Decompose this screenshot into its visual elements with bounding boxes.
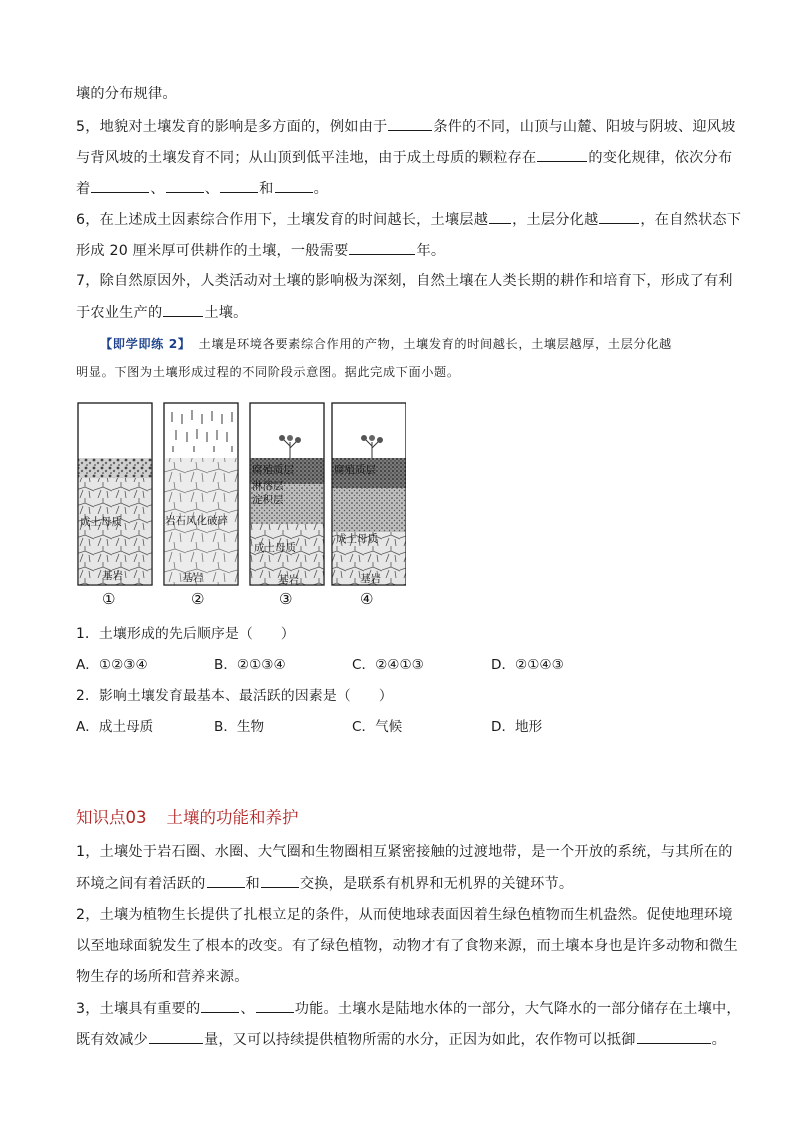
text: 既有效减少	[76, 1032, 148, 1048]
q1-option-a[interactable]: A．①②③④	[76, 657, 148, 673]
soil-column-4	[332, 403, 406, 608]
text: 、	[240, 1001, 255, 1017]
text: 2，土壤为植物生长提供了扎根立足的条件，从而使地球表面因着生绿色植物而生机盎然。促使地理环境	[76, 907, 733, 923]
text: ，在自然状态下	[640, 212, 742, 228]
fill-blank[interactable]	[261, 873, 299, 888]
fill-blank[interactable]	[256, 998, 294, 1013]
fill-blank[interactable]	[166, 178, 204, 193]
q7-line1	[76, 271, 733, 291]
q6-line2	[76, 240, 445, 261]
text: 壤的分布规律。	[76, 86, 177, 102]
stage-number-4: ④	[360, 590, 374, 608]
q2-option-b[interactable]: B．生物	[214, 719, 265, 735]
text: 。	[711, 1032, 726, 1048]
practice-intro-line2	[76, 362, 460, 382]
stage-number-1: ①	[102, 590, 116, 608]
text: 量，又可以持续提供植物所需的水分，正因为如此，农作物可以抵御	[203, 1032, 636, 1048]
text: 、	[150, 181, 165, 197]
fill-blank[interactable]	[91, 178, 149, 193]
soil-column-3	[250, 403, 324, 608]
paragraph-line	[76, 84, 177, 104]
fill-blank[interactable]	[637, 1029, 711, 1044]
section-heading	[76, 804, 299, 828]
soil-column-1	[78, 403, 152, 608]
section-p2-line2	[76, 936, 738, 956]
section-p3-line1	[76, 998, 741, 1019]
label-bedrock: 基岩	[102, 570, 123, 582]
text: 交换，是联系有机界和无机界的关键环节。	[299, 876, 574, 892]
text: ，土层分化越	[512, 212, 599, 228]
text: 形成 20 厘米厚可供耕作的土壤，一般需要	[76, 243, 349, 259]
label-bedrock: 基岩	[278, 574, 299, 586]
practice-tag: 【即学即练 2】	[100, 337, 191, 351]
text: 1．土壤形成的先后顺序是（ ）	[76, 626, 295, 642]
text: 条件的不同，山顶与山麓、阳坡与阴坡、迎风坡	[433, 119, 736, 135]
text: 5，地貌对土壤发育的影响是多方面的，例如由于	[76, 119, 388, 135]
fill-blank[interactable]	[388, 116, 432, 131]
q2-option-a[interactable]: A．成土母质	[76, 719, 154, 735]
label-illuvial-layer: 淀积层	[252, 494, 284, 506]
fill-blank[interactable]	[599, 209, 639, 224]
q1-option-b[interactable]: B．②①③④	[214, 657, 286, 673]
fill-blank[interactable]	[201, 998, 239, 1013]
label-humus-layer: 腐殖质层	[334, 464, 376, 476]
text: 以至地球面貌发生了根本的改变。有了绿色植物，动物才有了食物来源，而土壤本身也是许多动物和微生	[76, 938, 738, 954]
q2-option-d[interactable]: D．地形	[491, 719, 543, 735]
q6-line1	[76, 209, 741, 230]
q7-line2	[76, 302, 248, 323]
stage-number-2: ②	[191, 590, 205, 608]
text: 的变化规律，依次分布	[588, 150, 733, 166]
fill-blank[interactable]	[275, 178, 313, 193]
label-parent-material: 成土母质	[336, 533, 378, 545]
text: 、	[204, 181, 220, 197]
q1-option-d[interactable]: D．②①④③	[491, 657, 564, 673]
text: 3，土壤具有重要的	[76, 1001, 201, 1017]
section-p1-line2	[76, 873, 573, 894]
label-eluvial-layer: 淋溶层	[252, 480, 284, 492]
section-number: 知识点03	[76, 808, 147, 827]
label-parent-material: 成土母质	[80, 516, 122, 528]
fill-blank[interactable]	[349, 240, 415, 255]
text: 明显。下图为土壤形成过程的不同阶段示意图。据此完成下面小题。	[76, 365, 460, 379]
text: 土壤。	[204, 305, 248, 321]
label-humus-layer: 腐殖质层	[252, 464, 294, 476]
text: 着	[76, 181, 91, 197]
text: 年。	[416, 243, 446, 259]
label-weathered-rock: 岩石风化破碎	[165, 515, 228, 527]
q2-option-c[interactable]: C．气候	[352, 719, 403, 735]
question-2-stem	[76, 686, 393, 706]
text: 7，除自然原因外，人类活动对土壤的影响极为深刻，自然土壤在人类长期的耕作和培育下，形成了有利	[76, 273, 733, 289]
soil-diagram	[76, 402, 406, 610]
text: 环境之间有着活跃的	[76, 876, 206, 892]
q5-line3	[76, 178, 328, 199]
section-p2-line1	[76, 905, 733, 925]
text: 1，土壤处于岩石圈、水圈、大气圈和生物圈相互紧密接触的过渡地带，是一个开放的系统，与其所在的	[76, 844, 733, 860]
section-title: 土壤的功能和养护	[166, 808, 299, 827]
label-bedrock: 基岩	[182, 572, 203, 584]
section-p2-line3	[76, 967, 249, 987]
text: 和	[245, 876, 260, 892]
section-p3-line2	[76, 1029, 726, 1050]
text: 土壤是环境各要素综合作用的产物，土壤发育的时间越长，土壤层越厚，土层分化越	[198, 337, 672, 351]
label-bedrock: 基岩	[360, 573, 381, 585]
text: 功能。土壤水是陆地水体的一部分，大气降水的一部分储存在土壤中，	[294, 1001, 741, 1017]
fill-blank[interactable]	[207, 873, 245, 888]
text: 。	[313, 181, 328, 197]
q1-option-c[interactable]: C．②④①③	[352, 657, 424, 673]
text: 于农业生产的	[76, 305, 163, 321]
label-parent-material: 成土母质	[254, 542, 296, 554]
stage-number-3: ③	[279, 590, 293, 608]
text: 与背风坡的土壤发育不同；从山顶到低平洼地，由于成土母质的颗粒存在	[76, 150, 537, 166]
section-p1-line1	[76, 842, 733, 862]
q5-line1	[76, 116, 736, 137]
soil-formation-figure	[76, 402, 406, 610]
question-1-stem	[76, 624, 295, 644]
fill-blank[interactable]	[537, 147, 587, 162]
fill-blank[interactable]	[220, 178, 258, 193]
q5-line2	[76, 147, 732, 168]
fill-blank[interactable]	[489, 209, 511, 224]
soil-column-2	[164, 403, 238, 608]
fill-blank[interactable]	[163, 302, 203, 317]
text: 6，在上述成土因素综合作用下，土壤发育的时间越长，土壤层越	[76, 212, 489, 228]
fill-blank[interactable]	[149, 1029, 203, 1044]
text: 和	[259, 181, 274, 197]
text: 物生存的场所和营养来源。	[76, 969, 249, 985]
practice-intro-line1	[100, 334, 672, 354]
text: 2．影响土壤发育最基本、最活跃的因素是（ ）	[76, 688, 393, 704]
